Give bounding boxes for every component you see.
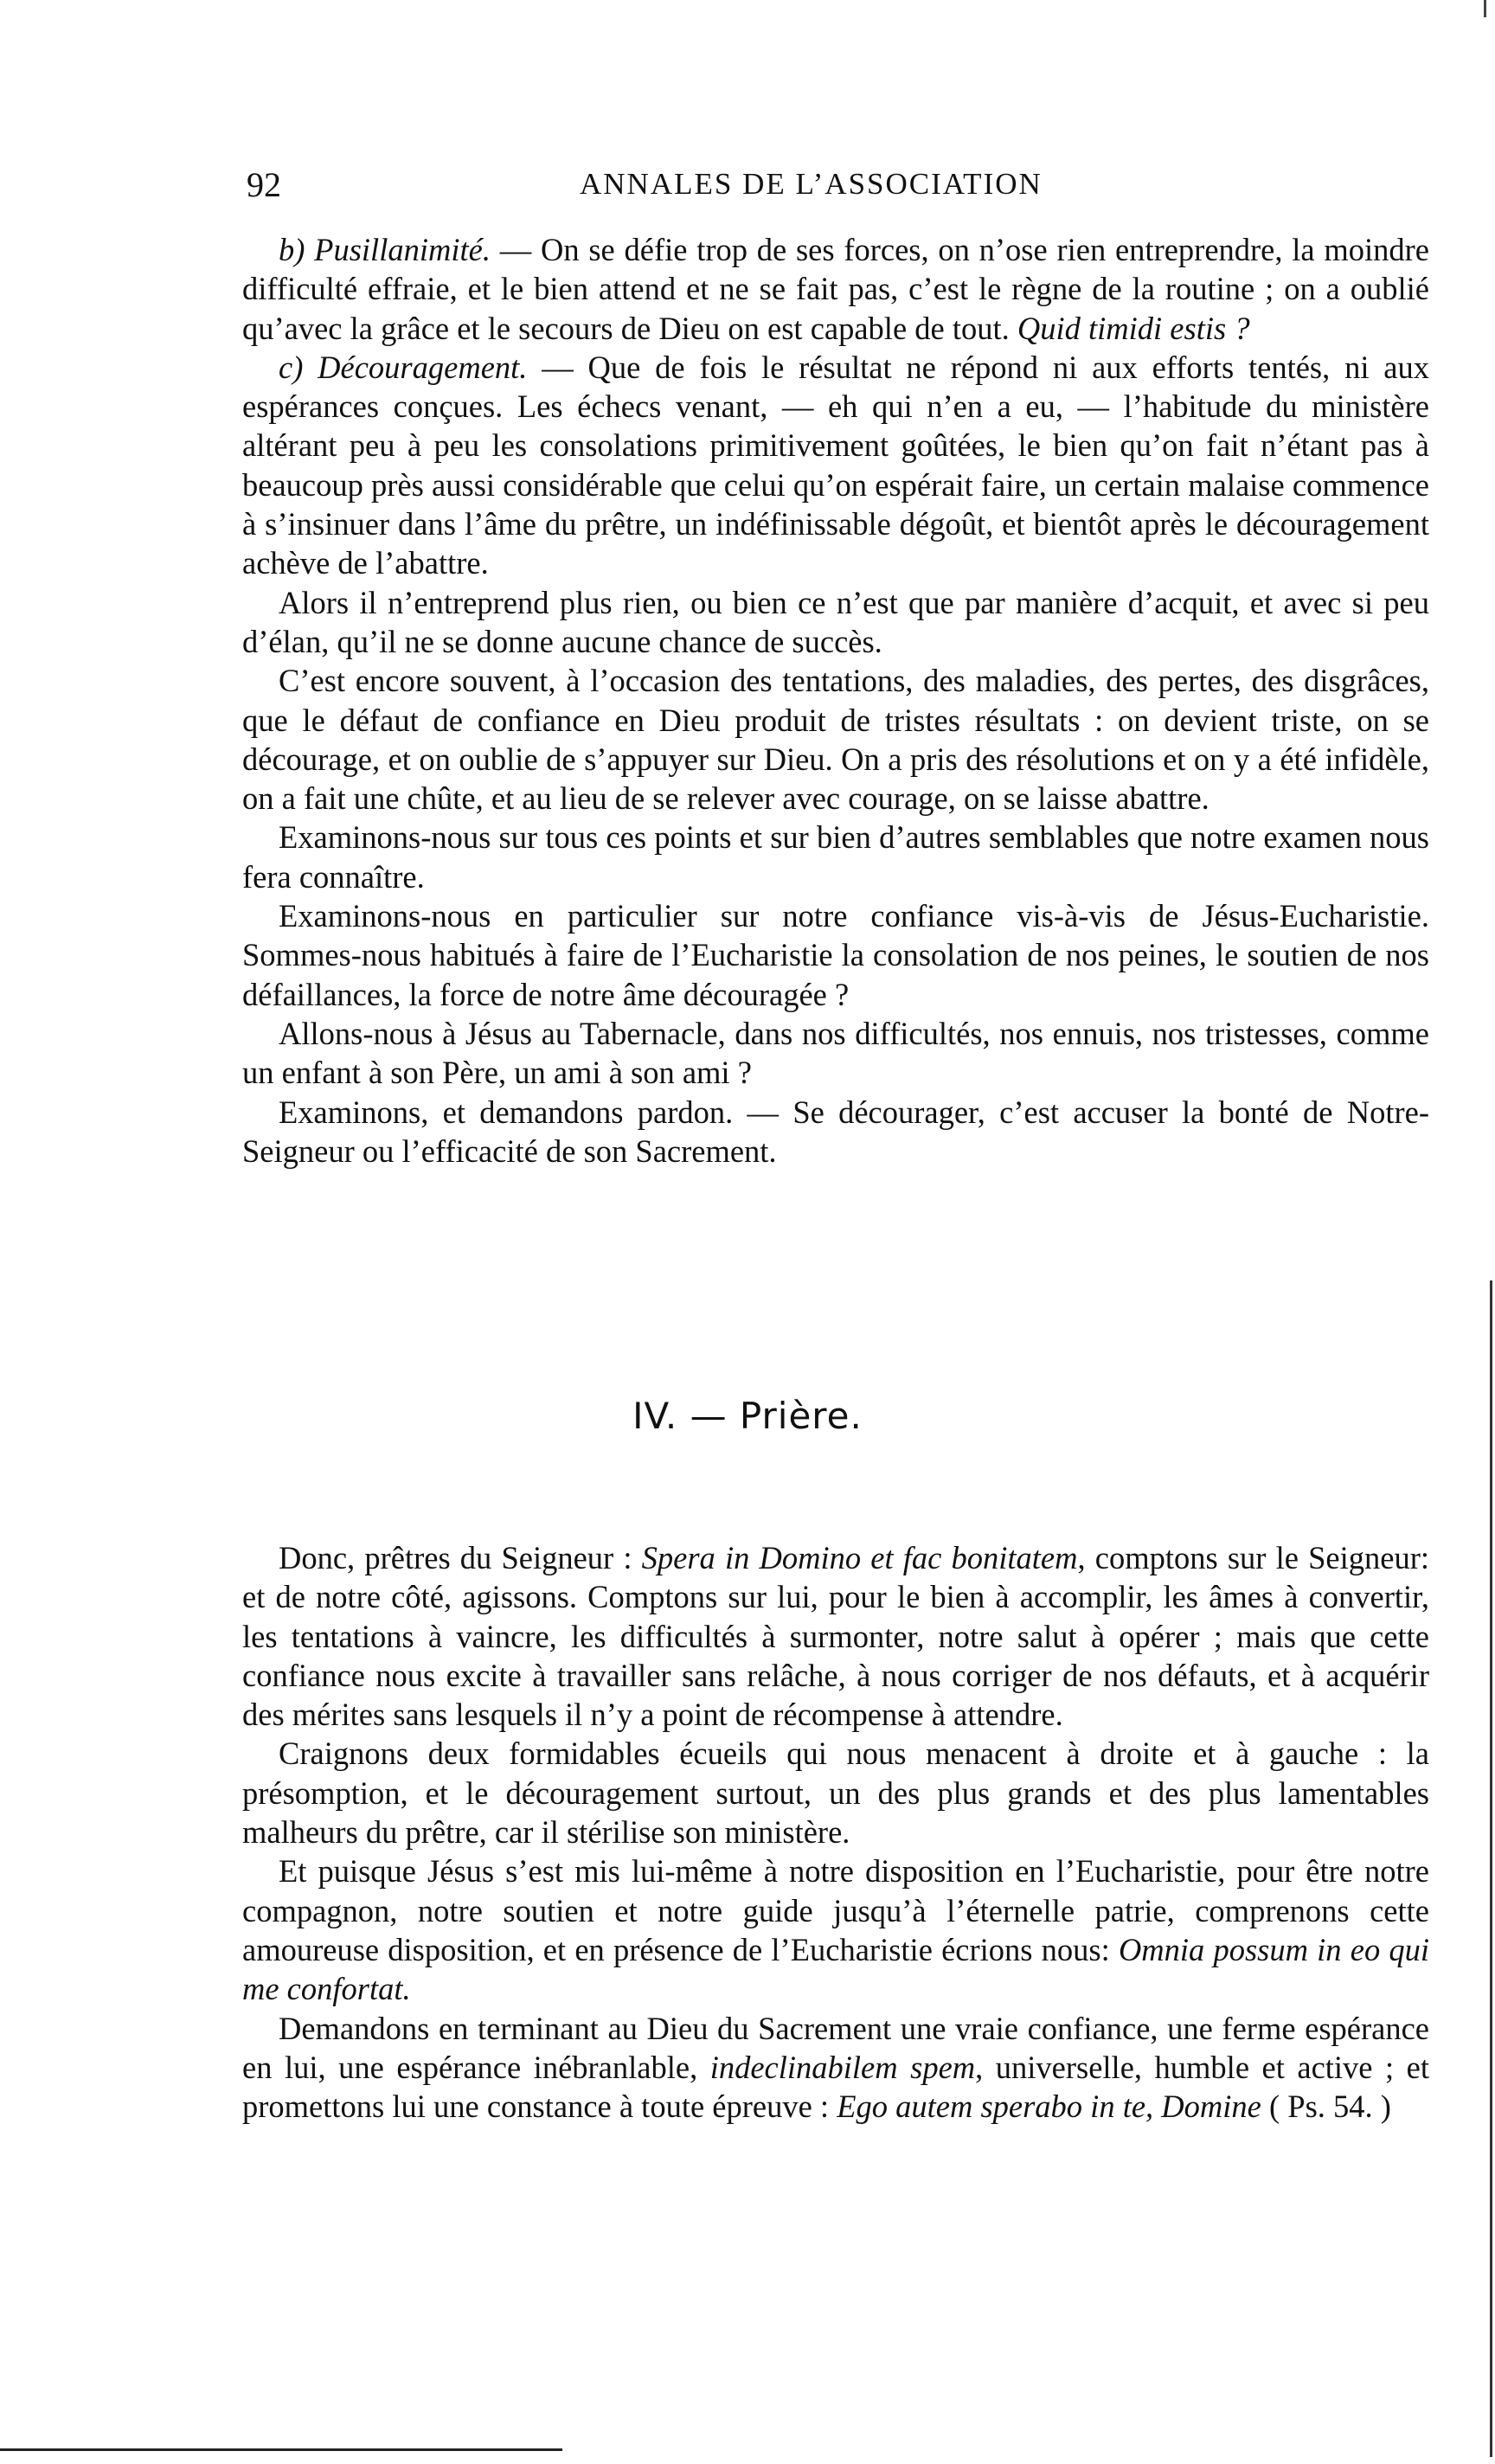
section-heading: IV. — Prière. — [632, 1395, 863, 1437]
subsection-label: c) Découragement. — [279, 349, 528, 385]
paragraph: Allons-nous à Jésus au Tabernacle, dans nos difficultés, nos ennuis, nos tristesses, comme un enfant à son Père, un ami à son ami ? — [242, 1015, 1429, 1091]
page-bottom-edge — [0, 2448, 562, 2451]
paragraph: Examinons-nous en particulier sur notre confiance vis-à-vis de Jésus-Eucharistie. Sommes-nous habitués à faire de l’Eucharistie la consolation de nos peines, le soutien de nos défaillances, la force de notre âme découragée ? — [242, 898, 1429, 1012]
paragraph-text: , universelle, humble et active ; et promettons lui une constance à toute épreuve : — [242, 2049, 1429, 2125]
paragraph-text: — On se défie trop de ses forces, on n’ose rien entreprendre, la moindre difficulté effraie, et le bien attend et ne se fait pas, c’est le règne de la routine ; on a oublié qu’avec la grâce et le secours de Dieu on est capable de tout. — [242, 232, 1430, 346]
paragraph — [242, 1538, 1429, 1734]
paragraph-text: Demandons en terminant au Dieu du Sacrement une vraie confiance, une ferme espérance en lui, une espérance inébranlable, — [242, 2010, 1429, 2085]
page-number: 92 — [247, 165, 281, 204]
paragraph-text: Et puisque Jésus s’est mis lui-même à notre disposition en l’Eucharistie, pour être notre compagnon, notre soutien et notre guide jusqu’à l’éternelle patrie, comprenons cette amoureuse disposition, et en présence de l’Eucharistie écrions nous: — [242, 1853, 1429, 1967]
running-head: ANNALES DE L’ASSOCIATION — [580, 167, 1043, 201]
latin-quote: Spera in Domino et fac bonitatem — [641, 1540, 1078, 1575]
paragraph-text: , comptons sur le Seigneur: et de notre côté, agissons. Comptons sur lui, pour le bien à accomplir, les âmes à convertir, les tentations à vaincre, les difficultés à surmonter, notre salut à opérer ; mais que cette confiance nous excite à travailler sans relâche, à nous corriger de nos défauts, et à acquérir des mérites sans lesquels il n’y a point de récompense à attendre. — [242, 1540, 1429, 1733]
paragraph: C’est encore souvent, à l’occasion des tentations, des maladies, des pertes, des disgrâces, que le défaut de confiance en Dieu produit de tristes résultats : on devient triste, on se décourage, et on oublie de s’appuyer sur Dieu. On a pris des résolutions et on y a été infidèle, on a fait une chûte, et au lieu de se relever avec courage, on se laisse abattre. — [242, 663, 1429, 817]
paragraph — [242, 2009, 1429, 2127]
section-body-2 — [242, 1538, 1429, 2126]
page-edge-mark — [1484, 0, 1486, 17]
paragraph: Craignons deux formidables écueils qui nous menacent à droite et à gauche : la présomption, et le découragement surtout, un des plus grands et des plus lamentables malheurs du prêtre, car il stérilise son ministère. — [242, 1736, 1429, 1851]
paragraph-text: — Que de fois le résultat ne répond ni aux efforts tentés, ni aux espérances conçues. Les échecs venant, — eh qui n’en a eu, — l’habitude du ministère altérant peu à peu les consolations primitivement goûtées, le bien qu’on fait n’étant pas à beaucoup près aussi considérable que celui qu’on espérait faire, un certain malaise commence à s’insinuer dans l’âme du prêtre, un indéfinissable dégoût, et bientôt après le découragement achève de l’abattre. — [242, 349, 1429, 581]
latin-quote: Ego autem sperabo in te, Domine — [837, 2089, 1261, 2125]
paragraph: Examinons, et demandons pardon. — Se décourager, c’est accuser la bonté de Notre-Seigneur ou l’efficacité de son Sacrement. — [242, 1094, 1429, 1169]
subsection-label: b) Pusillanimité. — [279, 232, 491, 267]
page-edge-shadow — [1490, 1280, 1492, 2457]
paragraph-text: ( Ps. 54. ) — [1261, 2089, 1391, 2125]
latin-quote: Omnia possum in eo qui me confortat. — [242, 1931, 1430, 2007]
paragraph: Alors il n’entreprend plus rien, ou bien ce n’est que par manière d’acquit, et avec si peu d’élan, qu’il ne se donne aucune chance de succès. — [242, 584, 1429, 659]
paragraph-pusillanimite — [242, 230, 1429, 348]
latin-quote: Quid timidi estis ? — [1017, 310, 1250, 346]
paragraph-decouragement — [242, 348, 1429, 583]
paragraph — [242, 1851, 1429, 2008]
paragraph-text: Donc, prêtres du Seigneur : — [279, 1540, 642, 1575]
page-header — [247, 164, 1432, 208]
paragraph: Examinons-nous sur tous ces points et sur bien d’autres semblables que notre examen nous fera connaître. — [242, 819, 1429, 895]
latin-quote: indeclinabilem spem — [709, 2049, 976, 2085]
section-body-1 — [242, 230, 1429, 1171]
